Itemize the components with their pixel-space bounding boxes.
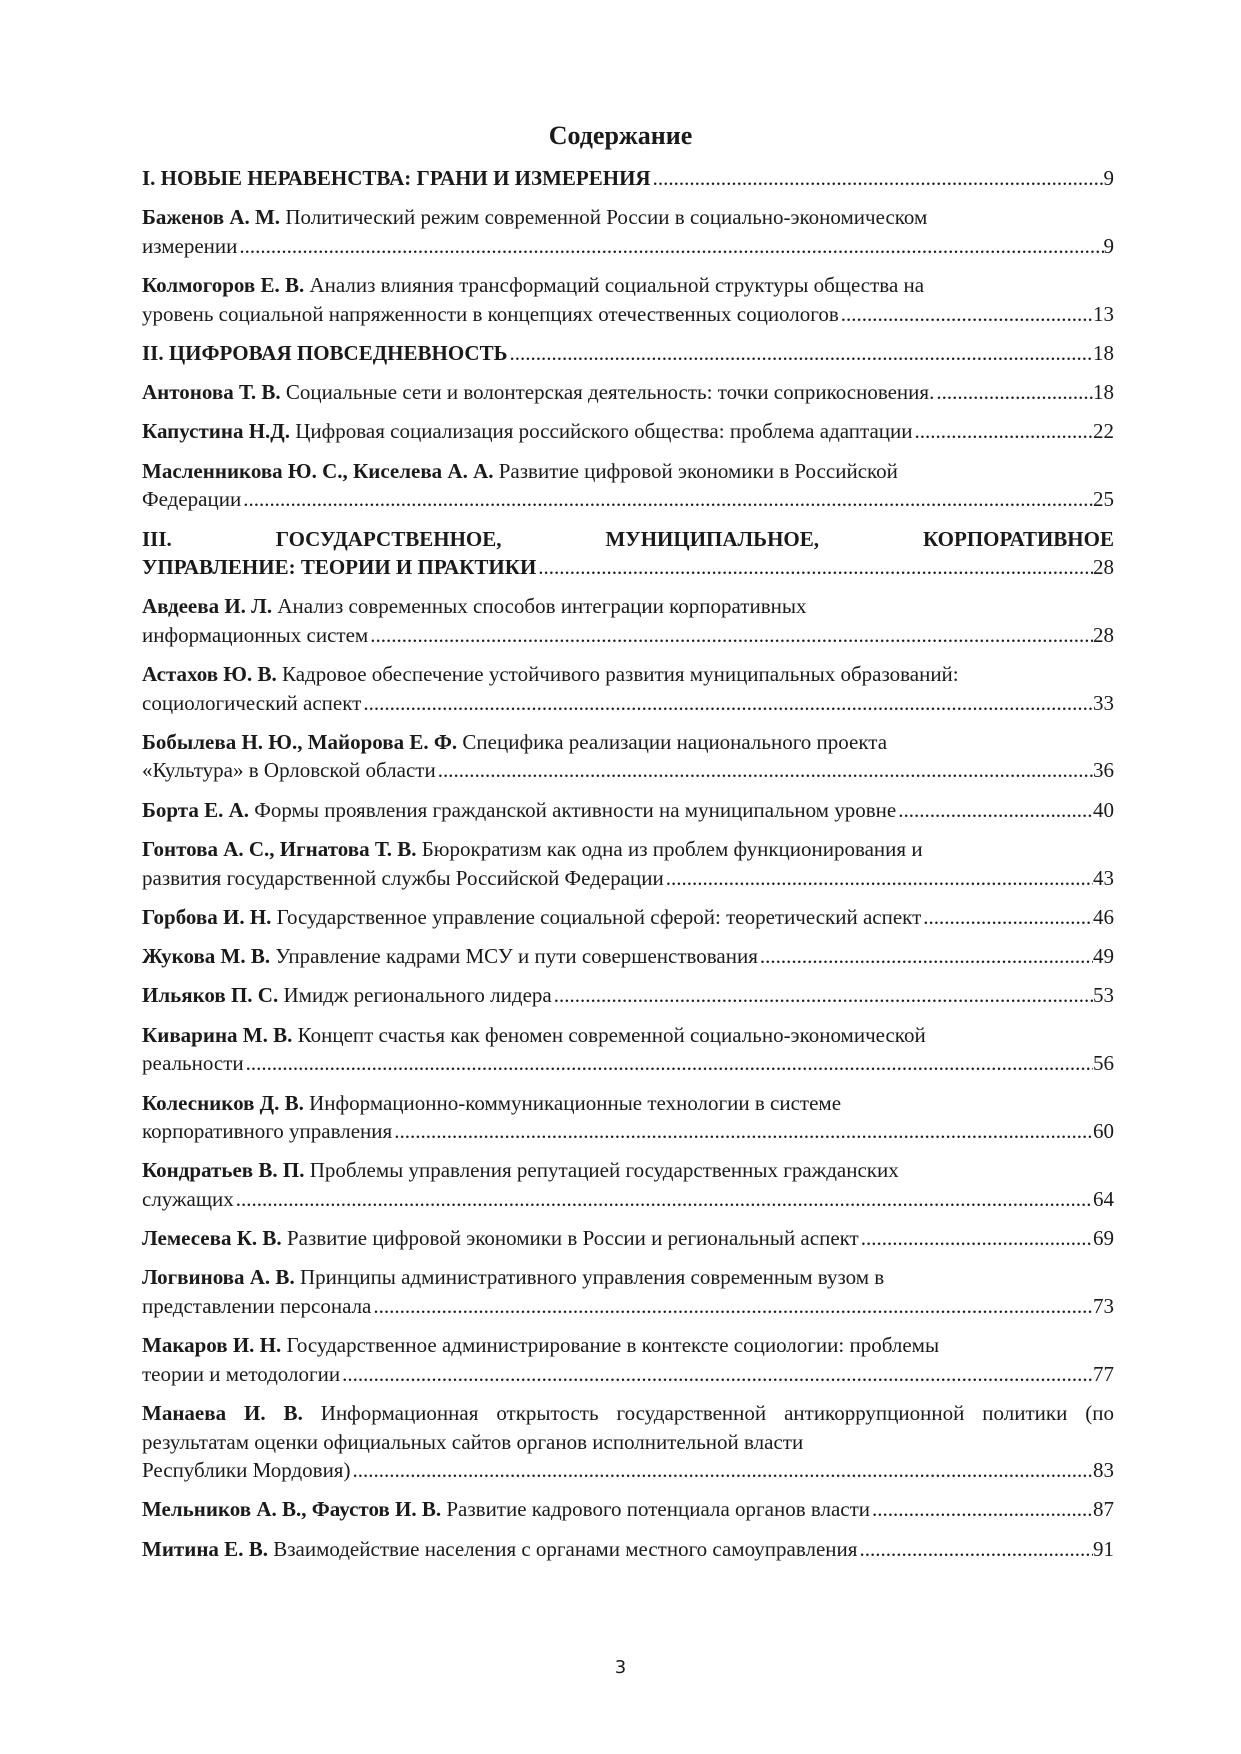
entry-title: Кадровое обеспечение устойчивого развития муниципальных образований: <box>281 662 959 687</box>
page-ref: 60 <box>1093 1119 1114 1144</box>
entry-title-end: представлении персонала <box>142 1293 372 1318</box>
entry-author: Антонова Т. В. <box>142 380 281 405</box>
toc-line <box>142 981 1114 1010</box>
entry-title: Анализ влияния трансформаций социальной структуры общества на <box>309 273 925 298</box>
dot-leader <box>760 942 1093 971</box>
page-ref: 64 <box>1093 1186 1114 1211</box>
page-ref: 46 <box>1093 904 1114 929</box>
page-title: Содержание <box>548 121 693 150</box>
entry-title-end: уровень социальной напряженности в концепциях отечественных социологов <box>142 301 839 326</box>
entry-title: Бюрократизм как одна из проблем функционирования и <box>421 837 923 862</box>
dot-leader <box>538 553 1093 582</box>
dot-leader <box>936 378 1093 407</box>
toc-line <box>142 1021 1114 1050</box>
toc-line <box>142 1495 1114 1524</box>
toc-line <box>142 1360 1114 1389</box>
toc-line <box>142 1292 1114 1321</box>
page-ref: 9 <box>1103 233 1114 258</box>
dot-leader <box>438 756 1093 785</box>
page-ref: 28 <box>1093 555 1114 580</box>
entry-title-end: корпоративного управления <box>142 1119 393 1144</box>
dot-leader <box>923 903 1093 932</box>
toc-entry[interactable] <box>142 1089 1114 1146</box>
toc-entry[interactable] <box>142 796 1114 825</box>
dot-leader <box>239 232 1103 261</box>
entry-title-end: «Культура» в Орловской области <box>142 758 436 783</box>
dot-leader <box>352 1456 1093 1485</box>
table-of-contents <box>142 164 1114 1574</box>
entry-title: Развитие цифровой экономики в Российской <box>498 458 898 483</box>
entry-title-end: Развитие кадрового потенциала органов власти <box>446 1497 871 1522</box>
entry-author: Баженов А. М. <box>142 205 281 230</box>
toc-entry[interactable] <box>142 1156 1114 1213</box>
entry-title-end: Социальные сети и волонтерская деятельность: точки соприкосновения. <box>285 380 935 405</box>
page-ref: 43 <box>1093 865 1114 890</box>
dot-leader <box>246 1049 1093 1078</box>
toc-section[interactable] <box>142 164 1114 193</box>
page-ref: 73 <box>1093 1293 1114 1318</box>
entry-title: Принципы административного управления современным вузом в <box>299 1265 885 1290</box>
page-ref: 33 <box>1093 690 1114 715</box>
page-ref: 87 <box>1093 1497 1114 1522</box>
dot-leader <box>373 1292 1093 1321</box>
toc-entry[interactable] <box>142 592 1114 649</box>
toc-entry[interactable] <box>142 1224 1114 1253</box>
toc-line <box>142 796 1114 825</box>
entry-author: Митина Е. В. <box>142 1536 268 1561</box>
entry-title: Информационная открытость государственной антикоррупционной политики (по результатам оценки официальных сайтов органов исполнительной власти <box>142 1401 1115 1454</box>
dot-leader <box>861 1224 1093 1253</box>
toc-entry[interactable] <box>142 660 1114 717</box>
page-ref: 77 <box>1093 1361 1114 1386</box>
toc-line <box>142 1399 1114 1456</box>
toc-entry[interactable] <box>142 203 1114 260</box>
dot-leader <box>554 981 1093 1010</box>
entry-author: Киварина М. В. <box>142 1022 293 1047</box>
entry-text <box>142 1495 870 1524</box>
entry-author: Колесников Д. В. <box>142 1090 304 1115</box>
toc-line <box>142 835 1114 864</box>
toc-line <box>142 1535 1114 1564</box>
section-title: II. ЦИФРОВАЯ ПОВСЕДНЕВНОСТЬ <box>142 340 508 365</box>
page-ref: 18 <box>1093 340 1114 365</box>
section-title: III. ГОСУДАРСТВЕННОЕ, МУНИЦИПАЛЬНОЕ, КОРПОРАТИВНОЕ <box>142 526 1114 551</box>
dot-leader <box>509 339 1093 368</box>
dot-leader <box>342 1360 1093 1389</box>
toc-line <box>142 1331 1114 1360</box>
entry-text <box>142 417 913 446</box>
toc-section[interactable] <box>142 339 1114 368</box>
section-title: I. НОВЫЕ НЕРАВЕНСТВА: ГРАНИ И ИЗМЕРЕНИЯ <box>142 166 651 190</box>
page-ref: 40 <box>1093 797 1114 822</box>
toc-entry[interactable] <box>142 1495 1114 1524</box>
toc-line <box>142 300 1114 329</box>
toc-line <box>142 1089 1114 1118</box>
entry-title-end: Развитие цифровой экономики в России и региональный аспект <box>286 1226 859 1251</box>
toc-entry[interactable] <box>142 417 1114 446</box>
toc-section[interactable] <box>142 525 1114 582</box>
page-number: 3 <box>614 1657 627 1678</box>
entry-author: Макаров И. Н. <box>142 1333 282 1358</box>
toc-entry[interactable] <box>142 1399 1114 1485</box>
toc-entry[interactable] <box>142 942 1114 971</box>
entry-title: Проблемы управления репутацией государственных гражданских <box>309 1158 899 1183</box>
entry-author: Авдеева И. Л. <box>142 594 273 619</box>
toc-entry[interactable] <box>142 1331 1114 1388</box>
entry-text <box>142 942 758 971</box>
dot-leader <box>243 485 1093 514</box>
toc-line <box>142 417 1114 446</box>
toc-line <box>142 485 1114 514</box>
entry-text <box>142 1224 859 1253</box>
page-ref: 53 <box>1093 983 1114 1008</box>
entry-title: Анализ современных способов интеграции корпоративных <box>277 594 807 619</box>
toc-entry[interactable] <box>142 457 1114 514</box>
dot-leader <box>666 864 1093 893</box>
dot-leader <box>236 1185 1093 1214</box>
entry-author: Ильяков П. С. <box>142 983 279 1008</box>
entry-title: Информационно-коммуникационные технологии в системе <box>309 1090 842 1115</box>
entry-text <box>142 1535 857 1564</box>
entry-author: Гонтова А. С., Игнатова Т. В. <box>142 837 417 862</box>
entry-author: Борта Е. А. <box>142 797 250 822</box>
toc-line <box>142 903 1114 932</box>
entry-author: Капустина Н.Д. <box>142 419 290 444</box>
toc-line <box>142 728 1114 757</box>
entry-title-end: Федерации <box>142 487 242 512</box>
toc-line <box>142 1185 1114 1214</box>
entry-title-end: Республики Мордовия) <box>142 1458 351 1483</box>
entry-author: Астахов Ю. В. <box>142 662 277 687</box>
dot-leader <box>841 300 1093 329</box>
dot-leader <box>915 417 1093 446</box>
toc-entry[interactable] <box>142 1535 1114 1564</box>
page-ref: 28 <box>1093 622 1114 647</box>
toc-line <box>142 756 1114 785</box>
entry-author: Горбова И. Н. <box>142 904 272 929</box>
toc-line <box>142 339 1114 368</box>
toc-entry[interactable] <box>142 835 1114 892</box>
toc-line <box>142 232 1114 261</box>
entry-author: Бобылева Н. Ю., Майорова Е. Ф. <box>142 729 458 754</box>
entry-author: Колмогоров Е. В. <box>142 273 305 298</box>
toc-line <box>142 689 1114 718</box>
dot-leader <box>898 796 1093 825</box>
entry-title-end: измерении <box>142 233 238 258</box>
dot-leader <box>859 1535 1093 1564</box>
dot-leader <box>363 689 1093 718</box>
page-ref: 56 <box>1093 1051 1114 1076</box>
entry-author: Кондратьев В. П. <box>142 1158 305 1183</box>
entry-title-end: служащих <box>142 1186 234 1211</box>
entry-title-end: развития государственной службы Российской Федерации <box>142 865 664 890</box>
toc-line <box>142 203 1114 232</box>
page-ref: 18 <box>1093 380 1114 405</box>
entry-author: Манаева И. В. <box>142 1401 303 1426</box>
toc-line <box>142 1456 1114 1485</box>
entry-title-end: Имидж регионального лидера <box>283 983 552 1008</box>
toc-line <box>142 621 1114 650</box>
entry-title: Политический режим современной России в социально-экономическом <box>285 205 928 230</box>
entry-text <box>142 981 552 1010</box>
page-ref: 91 <box>1093 1536 1114 1561</box>
toc-entry[interactable] <box>142 728 1114 785</box>
dot-leader <box>872 1495 1093 1524</box>
entry-author: Логвинова А. В. <box>142 1265 295 1290</box>
toc-line <box>142 1049 1114 1078</box>
page-ref: 25 <box>1093 487 1114 512</box>
dot-leader <box>394 1117 1093 1146</box>
toc-line <box>142 553 1114 582</box>
entry-title-end: Государственное управление социальной сферой: теоретический аспект <box>276 904 922 929</box>
toc-entry[interactable] <box>142 903 1114 932</box>
entry-author: Жукова М. В. <box>142 944 271 969</box>
toc-line <box>142 1224 1114 1253</box>
toc-entry[interactable] <box>142 1021 1114 1078</box>
entry-title-end: теории и методологии <box>142 1361 341 1386</box>
entry-title: Государственное администрирование в контексте социологии: проблемы <box>286 1333 940 1358</box>
toc-line <box>142 864 1114 893</box>
entry-title-end: Управление кадрами МСУ и пути совершенствования <box>275 944 758 969</box>
entry-text <box>142 378 934 407</box>
entry-title: Концепт счастья как феномен современной социально-экономической <box>297 1022 926 1047</box>
toc-line <box>142 378 1114 407</box>
entry-author: Лемесева К. В. <box>142 1226 282 1251</box>
entry-title-end: информационных систем <box>142 622 369 647</box>
toc-line <box>142 1156 1114 1185</box>
toc-line <box>142 592 1114 621</box>
entry-title: Специфика реализации национального проекта <box>462 729 888 754</box>
toc-entry[interactable] <box>142 981 1114 1010</box>
dot-leader <box>653 164 1104 193</box>
toc-entry[interactable] <box>142 378 1114 407</box>
entry-title-end: Взаимодействие населения с органами местного самоуправления <box>273 1536 858 1561</box>
toc-line <box>142 1263 1114 1292</box>
entry-text <box>142 903 921 932</box>
page-ref: 83 <box>1093 1458 1114 1483</box>
toc-line <box>142 271 1114 300</box>
page-ref: 9 <box>1103 166 1114 190</box>
page-ref: 36 <box>1093 758 1114 783</box>
entry-title-end: Цифровая социализация российского общества: проблема адаптации <box>295 419 913 444</box>
page-ref: 69 <box>1093 1226 1114 1251</box>
toc-line <box>142 164 1114 193</box>
toc-line <box>142 660 1114 689</box>
page-ref: 22 <box>1093 419 1114 444</box>
entry-author: Мельников А. В., Фаустов И. В. <box>142 1497 442 1522</box>
toc-entry[interactable] <box>142 271 1114 328</box>
entry-author: Масленникова Ю. С., Киселева А. А. <box>142 458 494 483</box>
dot-leader <box>370 621 1093 650</box>
entry-text <box>142 796 896 825</box>
toc-line <box>142 942 1114 971</box>
toc-line <box>142 457 1114 486</box>
page-ref: 13 <box>1093 301 1114 326</box>
toc-entry[interactable] <box>142 1263 1114 1320</box>
entry-title-end: социологический аспект <box>142 690 362 715</box>
entry-title-end: реальности <box>142 1051 244 1076</box>
entry-title-end: Формы проявления гражданской активности на муниципальном уровне <box>254 797 897 822</box>
page-ref: 49 <box>1093 944 1114 969</box>
section-title-end: УПРАВЛЕНИЕ: ТЕОРИИ И ПРАКТИКИ <box>142 555 537 580</box>
toc-line <box>142 1117 1114 1146</box>
